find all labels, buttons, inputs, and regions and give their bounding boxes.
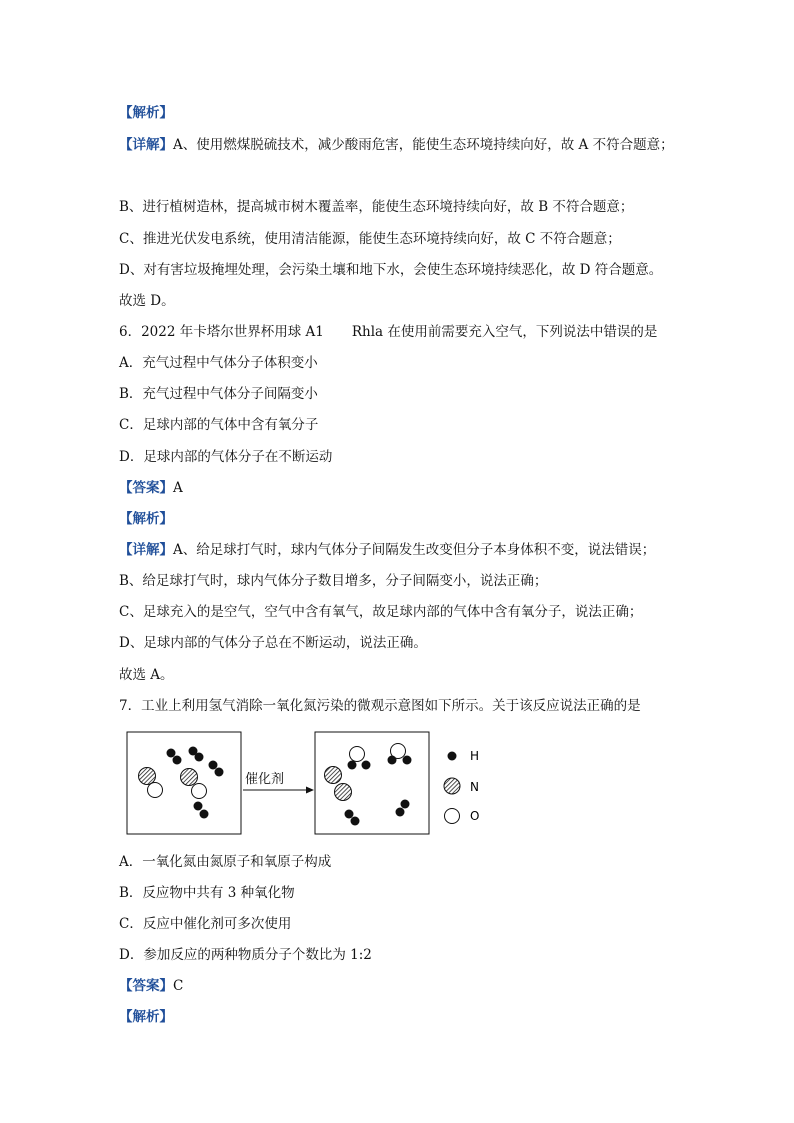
detail-tag: 【详解】	[119, 137, 173, 153]
h-atom	[388, 756, 397, 765]
q6-detail-d: D、足球内部的气体分子总在不断运动，说法正确。	[119, 635, 427, 651]
h-atom	[167, 749, 176, 758]
q7-option-b: B．反应物中共有 3 种氧化物	[119, 885, 295, 901]
section-label-analysis: 【解析】	[119, 105, 173, 121]
h-atom	[348, 761, 357, 770]
h-atom	[195, 753, 204, 762]
detail-option-c: C、推进光伏发电系统，使用清洁能源，能使生态环境持续向好，故 C 不符合题意；	[119, 231, 621, 247]
detail-option-d: D、对有害垃圾掩埋处理，会污染土壤和地下水，会使生态环境持续恶化，故 D 符合题意。	[119, 262, 663, 278]
detail-option-b: B、进行植树造林，提高城市树木覆盖率，能使生态环境持续向好，故 B 不符合题意；	[119, 199, 634, 215]
q7-analysis-label: 【解析】	[119, 1009, 173, 1025]
q6-option-d: D．足球内部的气体分子在不断运动	[119, 449, 333, 465]
q6-answer: 【答案】A	[119, 480, 183, 496]
conclusion: 故选 D。	[119, 293, 175, 309]
h-atom	[194, 802, 203, 811]
h-atom	[215, 768, 224, 777]
h-atom	[173, 756, 182, 765]
h-atom	[351, 817, 360, 826]
o-atom	[192, 784, 207, 799]
detail-option-a: 【详解】A、使用燃煤脱硫技术，减少酸雨危害，能使生态环境持续向好，故 A 不符合题意；	[119, 137, 674, 153]
q6-detail-b: B、给足球打气时，球内气体分子数目增多，分子间隔变小，说法正确；	[119, 573, 548, 589]
catalyst-label: 催化剂	[245, 772, 285, 787]
h-atom	[209, 761, 218, 770]
h-atom	[345, 810, 354, 819]
n-atom	[139, 768, 156, 785]
q6-analysis-label: 【解析】	[119, 511, 173, 527]
q6-conclusion: 故选 A。	[119, 667, 174, 683]
q6-option-b: B．充气过程中气体分子间隔变小	[119, 386, 318, 402]
h-atom	[401, 800, 410, 809]
h-atom	[362, 761, 371, 770]
q6-detail-a: 【详解】A、给足球打气时，球内气体分子间隔发生改变但分子本身体积不变，说法错误；	[119, 542, 656, 558]
legend-h-label: H	[470, 749, 480, 763]
legend-o-label: O	[470, 809, 480, 823]
n-atom	[335, 784, 352, 801]
question-6-stem: 6．2022 年卡塔尔世界杯用球 A1 Rhla 在使用前需要充入空气，下列说法中错误的是	[119, 324, 658, 340]
h-atom	[396, 808, 405, 817]
o-atom	[350, 747, 365, 762]
question-7-stem: 7．工业上利用氢气消除一氧化氮污染的微观示意图如下所示。关于该反应说法正确的是	[119, 698, 641, 714]
q7-answer: 【答案】C	[119, 978, 184, 994]
n-atom	[181, 769, 198, 786]
h-atom	[403, 756, 412, 765]
q6-option-c: C．足球内部的气体中含有氧分子	[119, 417, 319, 433]
legend-n-label: N	[470, 780, 479, 794]
n-atom	[325, 767, 342, 784]
legend-n-marker	[444, 778, 460, 794]
o-atom	[148, 783, 163, 798]
q6-option-a: A．充气过程中气体分子体积变小	[119, 355, 318, 371]
reaction-diagram	[125, 730, 495, 836]
legend-o-marker	[445, 809, 460, 824]
legend	[444, 749, 479, 824]
arrow-head	[306, 787, 314, 794]
h-atom	[200, 810, 209, 819]
q6-detail-c: C、足球充入的是空气，空气中含有氧气，故足球内部的气体中含有氧分子，说法正确；	[119, 604, 643, 620]
q7-option-a: A．一氧化氮由氮原子和氧原子构成	[119, 854, 332, 870]
q7-option-d: D．参加反应的两种物质分子个数比为 1:2	[119, 947, 372, 963]
legend-h-marker	[448, 752, 457, 761]
q7-option-c: C．反应中催化剂可多次使用	[119, 916, 292, 932]
